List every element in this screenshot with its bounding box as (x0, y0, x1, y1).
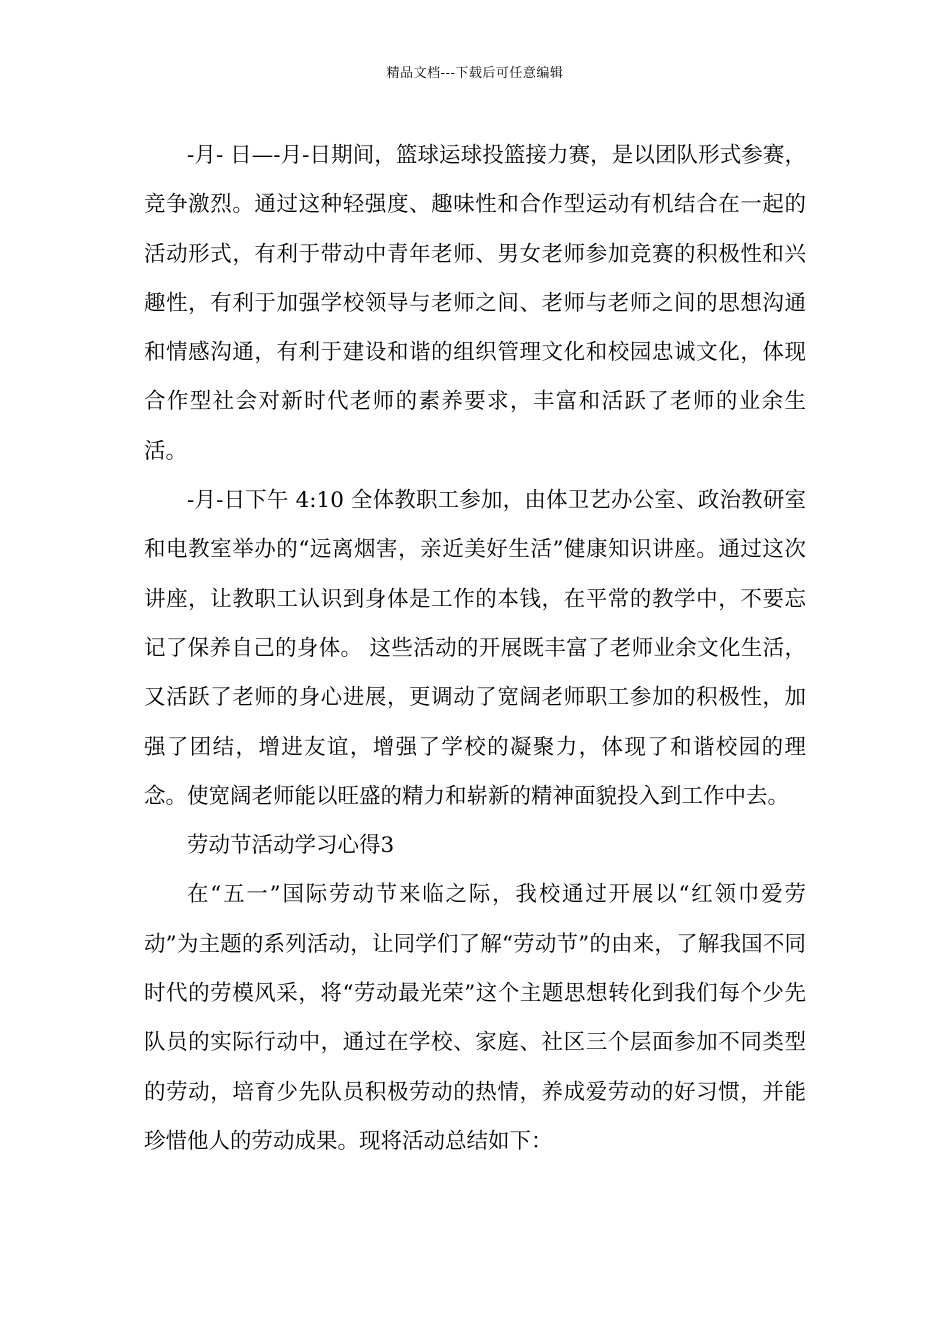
document-body (144, 131, 806, 1166)
paragraph-labor-day: 在“五一”国际劳动节来临之际，我校通过开展以“红领巾爱劳动”为主题的系列活动，让同学们了解“劳动节”的由来，了解我国不同时代的劳模风采，将“劳动最光荣”这个主题思想转化到我们每个少先队员的实际行动中，通过在学校、家庭、社区三个层面参加不同类型的劳动，培育少先队员积极劳动的热情，养成爱劳动的好习惯，并能珍惜他人的劳动成果。现将活动总结如下： (144, 882, 806, 1154)
section-heading: 劳动节活动学习心得3 (187, 833, 395, 859)
page-header: 精品文档---下载后可任意编辑 (386, 66, 564, 81)
paragraph-basketball-relay: -月- 日—-月-日期间，篮球运球投篮接力赛，是以团队形式参赛，竞争激烈。通过这种轻强度、趣味性和合作型运动有机结合在一起的活动形式，有利于带动中青年老师、男女老师参加竞赛的积极性和兴趣性，有利于加强学校领导与老师之间、老师与老师之间的思想沟通和情感沟通，有利于建设和谐的组织管理文化和校园忠诚文化，体现合作型社会对新时代老师的素养要求，丰富和活跃了老师的业余生活。 (144, 143, 806, 464)
paragraph-health-lecture: -月-日下午 4:10 全体教职工参加，由体卫艺办公室、政治教研室和电教室举办的“远离烟害，亲近美好生活”健康知识讲座。通过这次讲座，让教职工认识到身体是工作的本钱，在平常的教学中，不要忘记了保养自己的身体。 这些活动的开展既丰富了老师业余文化生活，又活跃了老师的身心进展，更调动了宽阔老师职工参加的积极性，加强了团结，增进友谊，增强了学校的凝聚力，体现了和谐校园的理念。使宽阔老师能以旺盛的精力和崭新的精神面貌投入到工作中去。 (144, 488, 806, 809)
